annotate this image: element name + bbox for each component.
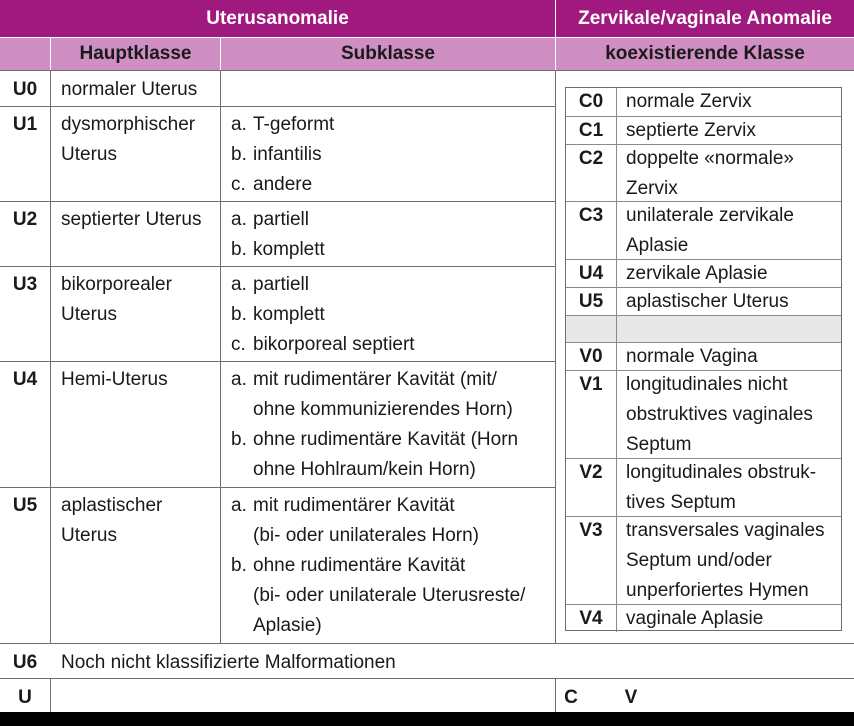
header-divider [555, 0, 556, 70]
subclass-text: mit rudimentärer Kavität [253, 495, 455, 516]
subclass-letter: b. [231, 144, 247, 165]
subclass-text: partiell [253, 274, 309, 295]
coexisting-text: vaginale Aplasie [626, 608, 764, 629]
subclass-text: ohne rudimentäre Kavität (Horn [253, 429, 519, 450]
coexisting-text: unperforiertes Hymen [626, 580, 809, 601]
subclass-letter: a. [231, 274, 247, 295]
divider-line [50, 70, 51, 643]
subclass-item [231, 140, 322, 170]
divider-line [616, 288, 617, 315]
coexisting-text: tives Septum [626, 492, 736, 513]
coexisting-text: transversales vaginales [626, 520, 825, 541]
divider-line [616, 517, 617, 604]
code-column-header [0, 38, 50, 70]
subclass-item [231, 425, 518, 455]
coexisting-text: longitudinales obstruk- [626, 462, 817, 483]
coexisting-text: septierte Zervix [626, 120, 756, 141]
main-class-text: Hemi-Uterus [61, 369, 168, 390]
subclass-item [231, 205, 309, 235]
coexisting-code: C2 [578, 148, 604, 169]
subclass-text: mit rudimentärer Kavität (mit/ [253, 369, 497, 390]
subclass-item [231, 611, 322, 641]
subclass-item [231, 235, 325, 265]
subclass-item [231, 365, 497, 395]
main-class-text: bikorporealer [61, 274, 172, 295]
coexisting-class-row [566, 371, 841, 459]
divider-line [616, 459, 617, 516]
main-class-text: Uterus [61, 525, 117, 546]
coexisting-class-row [566, 343, 841, 371]
coexisting-class-row [566, 517, 841, 605]
coexisting-text: zervikale Aplasie [626, 263, 768, 284]
divider-line [555, 70, 556, 643]
coexisting-class-header [556, 38, 854, 70]
subclass-item [231, 581, 525, 611]
subclass-item [231, 300, 325, 330]
main-class-text: aplastischer [61, 495, 163, 516]
subclass-item [231, 270, 309, 300]
subclass-text: komplett [253, 304, 325, 325]
row-code: U3 [12, 274, 38, 295]
main-class-header [51, 38, 220, 70]
divider-line [616, 371, 617, 458]
coexisting-code: V4 [579, 608, 603, 629]
subclass-text: infantilis [253, 144, 322, 165]
divider-line [616, 605, 617, 632]
divider-line [0, 266, 555, 267]
divider-line [0, 106, 555, 107]
cervical-vaginal-anomaly-header [556, 0, 854, 37]
subclass-item [231, 395, 513, 425]
subclass-letter: c. [231, 334, 246, 355]
subclass-item [231, 521, 479, 551]
subclass-letter: b. [231, 304, 247, 325]
coexisting-text: Aplasie [626, 235, 689, 256]
coexisting-code: V2 [579, 462, 603, 483]
coexisting-class-row [566, 117, 841, 145]
coexisting-text: doppelte «normale» [626, 148, 794, 169]
coexisting-text: normale Zervix [626, 91, 752, 112]
coexisting-class-row [566, 605, 841, 632]
divider-line [0, 361, 555, 362]
coexisting-text: obstruktives vaginales [626, 404, 813, 425]
subclass-letter: a. [231, 369, 247, 390]
coexisting-code: C0 [578, 91, 604, 112]
divider-line [616, 316, 617, 342]
subclass-letter: a. [231, 114, 247, 135]
coexisting-class-row [566, 260, 841, 288]
subclass-text: ohne kommunizierendes Horn) [253, 399, 513, 420]
coexisting-code: C1 [578, 120, 604, 141]
subclass-letter: a. [231, 495, 247, 516]
subclass-letter: b. [231, 429, 247, 450]
subclass-letter: c. [231, 174, 246, 195]
row-code: U0 [12, 79, 38, 100]
divider-line [50, 679, 51, 712]
divider-line [220, 70, 221, 643]
subclass-letter: a. [231, 209, 247, 230]
subclass-header [221, 38, 555, 70]
coexisting-code: C3 [578, 205, 604, 226]
coexisting-text: Zervix [626, 178, 678, 199]
main-class-text: normaler Uterus [61, 79, 198, 100]
subclass-item [231, 491, 455, 521]
uterus-anomaly-title: Uterusanomalie [206, 7, 349, 29]
coexisting-text: longitudinales nicht [626, 374, 788, 395]
divider-line [616, 343, 617, 370]
subclass-item [231, 551, 465, 581]
main-class-label: Hauptklasse [79, 43, 192, 64]
divider-line [555, 679, 556, 712]
subclass-text: bikorporeal septiert [253, 334, 415, 355]
u6-code: U6 [12, 652, 38, 673]
coexisting-class-row [566, 145, 841, 202]
coexisting-code: V3 [579, 520, 603, 541]
subclass-label: Subklasse [341, 43, 435, 64]
main-class-text: dysmorphischer [61, 114, 196, 135]
main-class-text: septierter Uterus [61, 209, 202, 230]
subclass-text: T-geformt [253, 114, 335, 135]
divider-line [0, 201, 555, 202]
footer-c-code: C [564, 687, 578, 708]
divider-line [616, 145, 617, 201]
coexisting-code: U4 [578, 263, 604, 284]
divider-line [0, 643, 854, 644]
subclass-item [231, 170, 312, 200]
u6-text: Noch nicht klassifizierte Malformationen [61, 652, 396, 673]
footer-u-code: U [18, 687, 32, 708]
row-code: U5 [12, 495, 38, 516]
cervical-vaginal-anomaly-title: Zervikale/vaginale Anomalie [578, 7, 832, 29]
divider-line [0, 487, 555, 488]
main-class-text: Uterus [61, 304, 117, 325]
subclass-text: partiell [253, 209, 309, 230]
subclass-item [231, 455, 476, 485]
subclass-item [231, 330, 415, 360]
empty-separator-row [566, 316, 841, 343]
subclass-text: (bi- oder unilaterales Horn) [253, 525, 479, 546]
coexisting-text: Septum [626, 434, 692, 455]
row-code: U4 [12, 369, 38, 390]
subclass-letter: b. [231, 555, 247, 576]
subclass-text: (bi- oder unilaterale Uterusreste/ [253, 585, 526, 606]
subclass-item [231, 110, 334, 140]
coexisting-text: unilaterale zervikale [626, 205, 794, 226]
coexisting-code: V1 [579, 374, 603, 395]
subclass-text: ohne Hohlraum/kein Horn) [253, 459, 476, 480]
divider-line [616, 117, 617, 144]
divider-line [616, 260, 617, 287]
subclass-text: ohne rudimentäre Kavität [253, 555, 466, 576]
coexisting-code: U5 [578, 291, 604, 312]
footer-v-code: V [624, 687, 638, 708]
divider-line [616, 88, 617, 116]
subclass-text: komplett [253, 239, 325, 260]
uterus-anomaly-header [0, 0, 555, 37]
subclass-letter: b. [231, 239, 247, 260]
divider-line [0, 70, 854, 71]
main-class-text: Uterus [61, 144, 117, 165]
row-code: U1 [12, 114, 38, 135]
row-code: U2 [12, 209, 38, 230]
coexisting-class-row [566, 202, 841, 260]
subclass-text: andere [253, 174, 313, 195]
coexisting-class-row [566, 288, 841, 316]
subclass-text: Aplasie) [253, 615, 322, 636]
coexisting-text: normale Vagina [626, 346, 758, 367]
divider-line [0, 678, 854, 679]
coexisting-class-table [565, 87, 842, 631]
coexisting-class-row [566, 88, 841, 117]
coexisting-class-row [566, 459, 841, 517]
coexisting-code: V0 [579, 346, 603, 367]
coexisting-text: Septum und/oder [626, 550, 772, 571]
coexisting-class-label: koexistierende Klasse [605, 43, 805, 64]
divider-line [616, 202, 617, 259]
coexisting-text: aplastischer Uterus [626, 291, 789, 312]
